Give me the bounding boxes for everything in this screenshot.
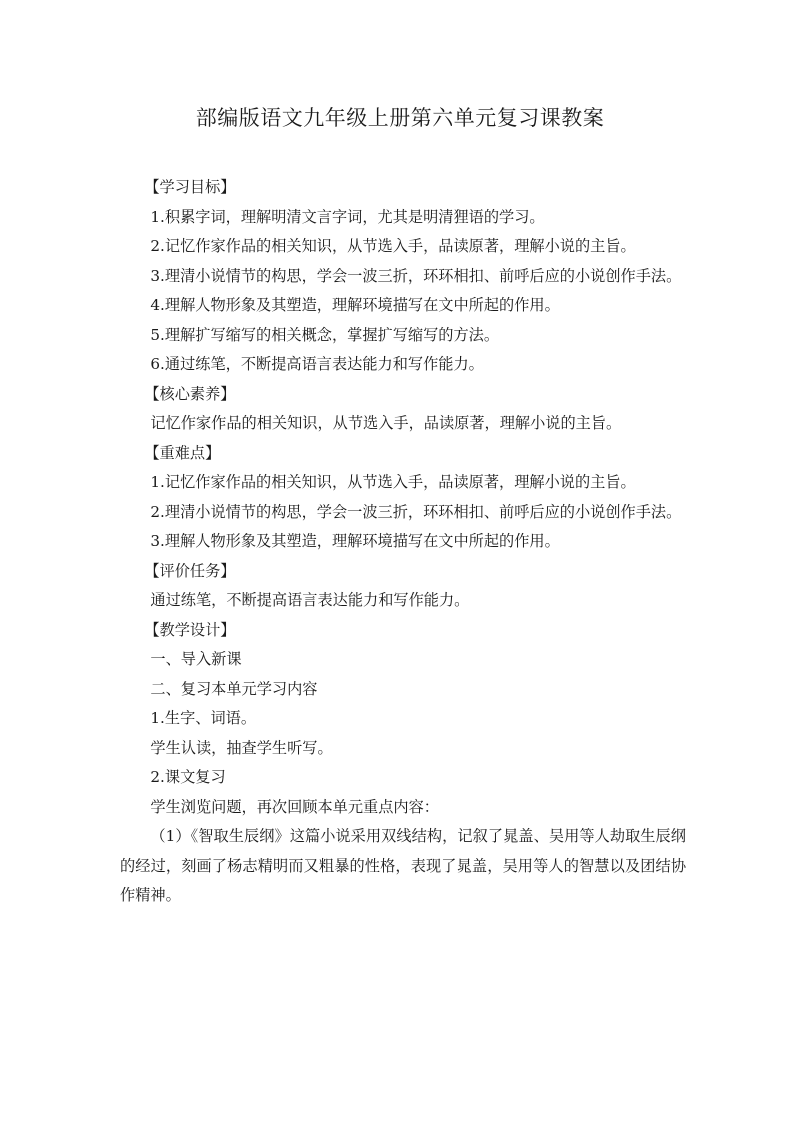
paragraph: 3.理清小说情节的构思，学会一波三折，环环相扣、前呼后应的小说创作手法。 [150,266,682,285]
paragraph: 一、导入新课 [150,650,242,668]
paragraph: 记忆作家作品的相关知识，从节选入手，品读原著，理解小说的主旨。 [150,414,622,432]
paragraph: 学生认读，抽查学生听写。 [150,738,333,757]
paragraph: 通过练笔，不断提高语言表达能力和写作能力。 [150,591,470,609]
section-heading: 【评价任务】 [144,561,236,580]
paragraph: 1.积累字词，理解明清文言字词，尤其是明清狸语的学习。 [150,207,545,226]
section-heading: 【学习目标】 [144,178,236,196]
paragraph: 6.通过练笔，不断提高语言表达能力和写作能力。 [150,355,484,373]
paragraph: 二、复习本单元学习内容 [150,679,318,698]
paragraph: 2.理清小说情节的构思，学会一波三折，环环相扣、前呼后应的小说创作手法。 [150,502,682,521]
section-heading: 【教学设计】 [144,620,236,639]
paragraph: 5.理解扩写缩写的相关概念，掌握扩写缩写的方法。 [150,325,500,344]
document-body [120,173,686,911]
paragraph: （1）《智取生辰纲》这篇小说采用双线结构，记叙了晁盖、吴用等人劫取生辰纲的经过，刻画了杨志精明而又粗暴的性格，表现了晁盖，吴用等人的智慧以及团结协作精神。 [120,827,686,904]
paragraph: 学生浏览问题，再次回顾本单元重点内容： [150,797,439,816]
paragraph: 1.生字、词语。 [150,709,257,727]
paragraph: 3.理解人物形象及其塑造，理解环境描写在文中所起的作用。 [150,532,560,550]
paragraph: 1.记忆作家作品的相关知识，从节选入手，品读原著，理解小说的主旨。 [150,473,636,491]
document-title: 部编版语文九年级上册第六单元复习课教案 [195,106,605,130]
section-heading: 【重难点】 [144,443,221,462]
paragraph: 2.课文复习 [150,768,226,786]
paragraph: 2.记忆作家作品的相关知识，从节选入手，品读原著，理解小说的主旨。 [150,237,636,255]
section-heading: 【核心素养】 [144,384,236,403]
paragraph: 4.理解人物形象及其塑造，理解环境描写在文中所起的作用。 [150,296,560,314]
